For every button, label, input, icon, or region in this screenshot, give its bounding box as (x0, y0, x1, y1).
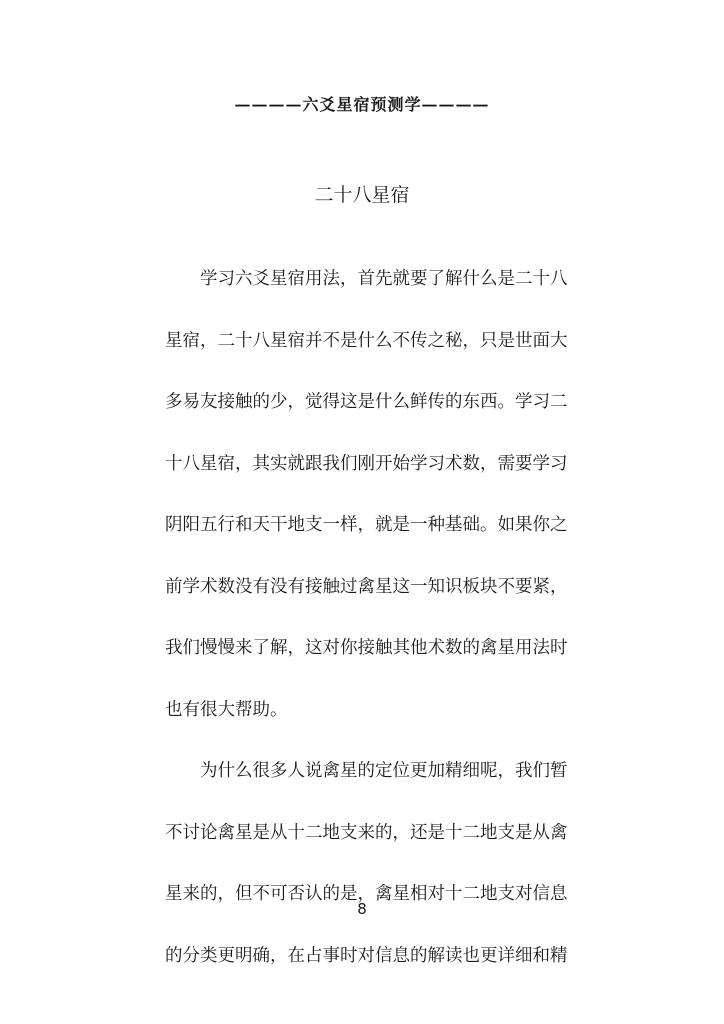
paragraph-line: 阴阳五行和天干地支一样，就是一种基础。如果你之 (165, 515, 568, 535)
paragraph-line: 我们慢慢来了解，这对你接触其他术数的禽星用法时 (165, 638, 568, 658)
paragraph-line: 也有很大帮助。 (165, 699, 288, 720)
body-text (165, 249, 568, 987)
paragraph-line: 为什么很多人说禽星的定位更加精细呢，我们暂 (200, 761, 568, 781)
page-number: 8 (357, 900, 367, 918)
paragraph-line: 的分类更明确，在占事时对信息的解读也更详细和精 (165, 945, 568, 966)
paragraph-line: 星宿，二十八星宿并不是什么不传之秘，只是世面大 (165, 330, 568, 351)
paragraph-line: 星来的，但不可否认的是，禽星相对十二地支对信息 (165, 884, 568, 904)
running-header: ————六爻星宿预测学———— (234, 95, 490, 114)
paragraph-line: 前学术数没有没有接触过禽星这一知识板块不要紧， (165, 576, 568, 597)
chapter-title: 二十八星宿 (314, 184, 410, 206)
paragraph-line: 不讨论禽星是从十二地支来的，还是十二地支是从禽 (165, 822, 568, 843)
paragraph-line: 多易友接触的少，觉得这是什么鲜传的东西。学习二 (165, 392, 568, 412)
paragraph-line: 十八星宿，其实就跟我们刚开始学习术数，需要学习 (165, 453, 568, 474)
paragraph-line: 学习六爻星宿用法，首先就要了解什么是二十八 (200, 269, 568, 289)
